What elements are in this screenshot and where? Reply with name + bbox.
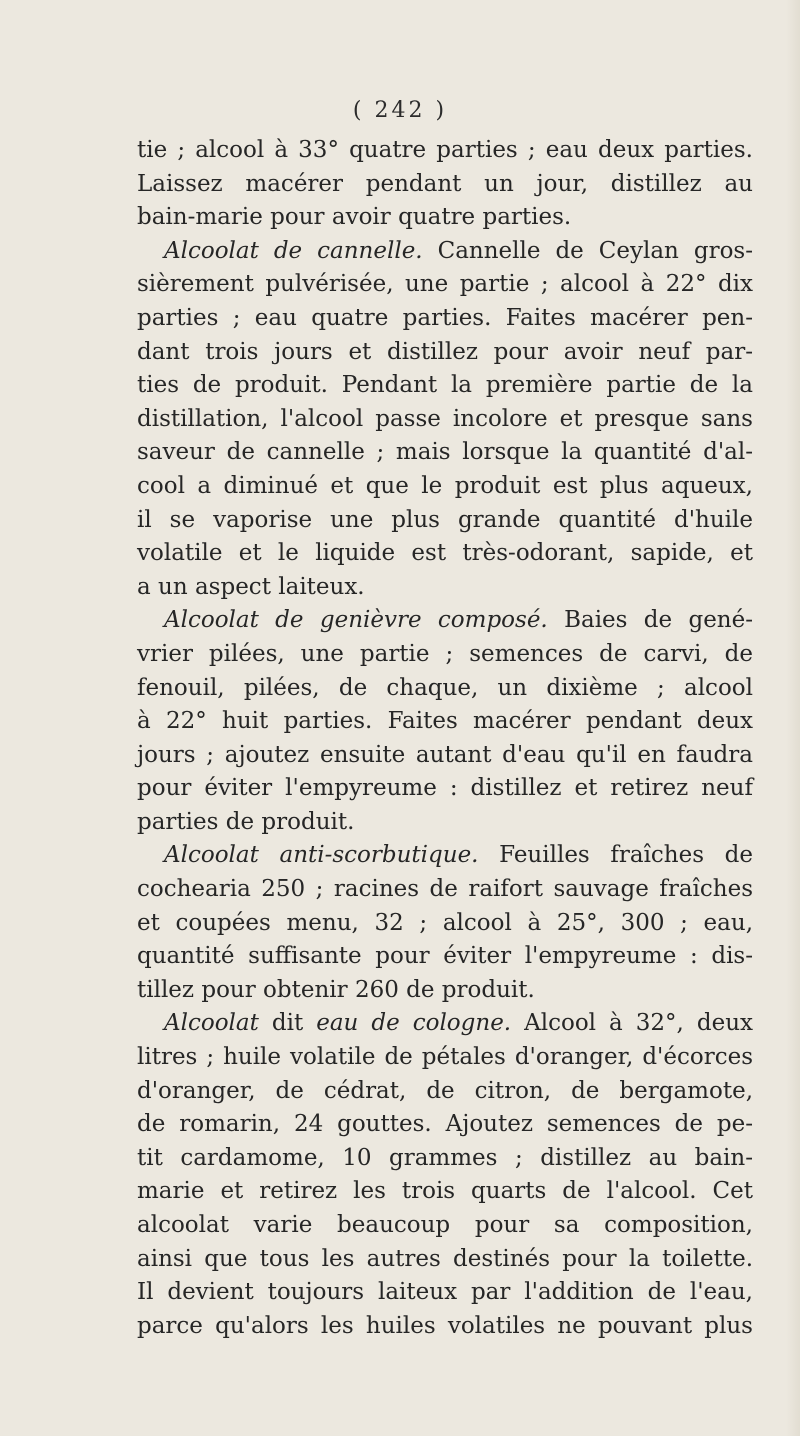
page-edge-shadow <box>786 0 800 1436</box>
text-line <box>137 604 753 638</box>
text-line <box>137 1108 753 1142</box>
text-line <box>137 168 753 202</box>
text-line <box>137 336 753 370</box>
text-line <box>137 739 753 773</box>
italic-heading: eau de cologne. <box>316 1010 512 1037</box>
text-line <box>137 201 753 235</box>
text-line <box>137 1041 753 1075</box>
text-line <box>137 537 753 571</box>
text-segment: dit <box>258 1010 317 1037</box>
page-number: ( 242 ) <box>352 98 448 123</box>
text-segment: cochearia 250 ; racines de raifort sauvage fraîches <box>137 876 753 903</box>
text-segment: saveur de cannelle ; mais lorsque la quantité d'al- <box>137 439 753 466</box>
text-line <box>137 907 753 941</box>
italic-heading: Alcoolat <box>164 1010 259 1037</box>
text-segment: dant trois jours et distillez pour avoir neuf par- <box>137 338 753 365</box>
italic-heading: Alcoolat de genièvre composé. <box>164 607 548 634</box>
text-segment: tit cardamome, 10 grammes ; distillez au bain- <box>137 1144 753 1171</box>
text-line <box>137 873 753 907</box>
text-segment: Cannelle de Ceylan gros- <box>422 237 753 264</box>
text-segment: marie et retirez les trois quarts de l'alcool. Cet <box>137 1178 753 1205</box>
text-line <box>137 974 753 1008</box>
text-segment: parce qu'alors les huiles volatiles ne pouvant plus <box>137 1312 753 1339</box>
text-line <box>137 1142 753 1176</box>
text-segment: Il devient toujours laiteux par l'addition de l'eau, <box>137 1279 753 1306</box>
text-segment: et coupées menu, 32 ; alcool à 25°, 300 ; eau, <box>137 909 753 936</box>
body-text <box>137 134 753 1343</box>
text-segment: jours ; ajoutez ensuite autant d'eau qu'il en faudra <box>137 741 753 768</box>
text-line <box>137 470 753 504</box>
text-segment: a un aspect laiteux. <box>137 573 365 600</box>
text-line <box>137 302 753 336</box>
text-segment: à 22° huit parties. Faites macérer pendant deux <box>137 708 753 735</box>
text-segment: sièrement pulvérisée, une partie ; alcool à 22° dix <box>137 271 753 298</box>
text-line <box>137 1209 753 1243</box>
text-segment: d'oranger, de cédrat, de citron, de bergamote, <box>137 1077 753 1104</box>
text-line <box>137 1276 753 1310</box>
text-line <box>137 1310 753 1344</box>
text-line <box>137 705 753 739</box>
text-line <box>137 268 753 302</box>
text-segment: bain-marie pour avoir quatre parties. <box>137 204 572 231</box>
text-segment: volatile et le liquide est très-odorant, sapide, et <box>137 540 753 567</box>
text-line <box>137 672 753 706</box>
text-line <box>137 1007 753 1041</box>
text-line <box>137 1243 753 1277</box>
text-line <box>137 436 753 470</box>
text-segment: parties ; eau quatre parties. Faites macérer pen- <box>137 304 753 331</box>
text-segment: alcoolat varie beaucoup pour sa composition, <box>137 1212 753 1238</box>
text-segment: Baies de gené- <box>547 607 754 634</box>
text-segment: pour éviter l'empyreume : distillez et retirez neuf <box>137 775 753 802</box>
text-line <box>137 1075 753 1109</box>
text-line <box>137 134 753 168</box>
text-line <box>137 940 753 974</box>
text-segment: parties de produit. <box>137 808 355 835</box>
text-segment: de romarin, 24 gouttes. Ajoutez semences de pe- <box>137 1111 753 1138</box>
text-line <box>137 806 753 840</box>
text-segment: il se vaporise une plus grande quantité d'huile <box>137 506 753 533</box>
text-segment: Alcool à 32°, deux <box>511 1010 753 1037</box>
text-segment: litres ; huile volatile de pétales d'oranger, d'écorces <box>137 1044 753 1071</box>
text-line <box>137 571 753 605</box>
text-segment: ainsi que tous les autres destinés pour la toilette. <box>137 1245 753 1272</box>
text-line <box>137 403 753 437</box>
text-segment: Feuilles fraîches de <box>478 842 753 869</box>
text-segment: distillation, l'alcool passe incolore et presque sans <box>137 405 753 432</box>
text-line <box>137 772 753 806</box>
text-line <box>137 1175 753 1209</box>
text-segment: vrier pilées, une partie ; semences de carvi, de <box>137 640 753 667</box>
text-line <box>137 504 753 538</box>
text-segment: fenouil, pilées, de chaque, un dixième ; alcool <box>137 674 753 701</box>
text-line <box>137 839 753 873</box>
text-line <box>137 235 753 269</box>
italic-heading: Alcoolat de cannelle. <box>164 237 423 264</box>
text-segment: Laissez macérer pendant un jour, distillez au <box>137 170 753 197</box>
text-segment: cool a diminué et que le produit est plus aqueux, <box>137 472 753 499</box>
text-segment: ties de produit. Pendant la première partie de la <box>137 372 753 399</box>
text-segment: quantité suffisante pour éviter l'empyreume : dis- <box>137 943 753 970</box>
text-segment: tillez pour obtenir 260 de produit. <box>137 976 535 1003</box>
text-line <box>137 638 753 672</box>
italic-heading: Alcoolat anti-scorbutique. <box>164 842 479 869</box>
text-line <box>137 369 753 403</box>
text-segment: tie ; alcool à 33° quatre parties ; eau deux parties. <box>137 137 753 163</box>
